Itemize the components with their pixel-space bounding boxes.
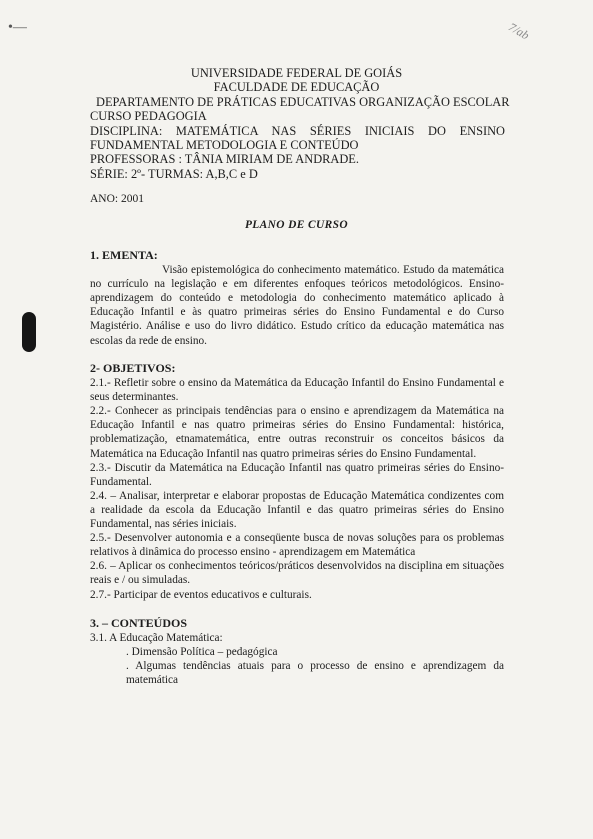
serie-turmas: SÉRIE: 2º- TURMAS: A,B,C e D [90,166,258,181]
document-header [0,66,593,181]
ementa-section [90,248,504,348]
page-title: PLANO DE CURSO [244,219,349,231]
course-name: CURSO PEDAGOGIA [90,109,207,124]
conteudo-item: . Dimensão Política – pedagógica [126,646,278,659]
discipline-line-1: DISCIPLINA: MATEMÁTICA NAS SÉRIES INICIAIS DO ENSINO [90,123,505,138]
professors: PROFESSORAS : TÂNIA MIRIAM DE ANDRADE. [90,152,359,167]
conteudos-section [90,616,504,687]
faculty-name: FACULDADE DE EDUCAÇÃO [213,80,380,95]
objetivo-item: 2.7.- Participar de eventos educativos e culturais. [90,588,312,601]
objetivos-heading: 2- OBJETIVOS: [90,361,176,375]
ementa-text: Visão epistemológica do conhecimento matemático. Estudo da matemática no currículo na legislação e em diferentes enfoques teóricos metodológicos. Ensino-aprendizagem do conteúdo e metodologia do conhecimento matemático aplicado à Educação Infantil e às quatro primeiras séries do Ensino Fundamental e do Curso Magistério. Análise e uso do livro didático. Estudo crítico da educação matemática nas escolas da rede de ensino. [90,264,504,347]
pen-mark-top-left: •— [8,20,27,35]
objetivo-item: 2.2.- Conhecer as principais tendências para o ensino e aprendizagem da Matemática na Educação Infantil e nas quatro primeiras séries do Ensino Fundamental: histórica, problematização, etnamatemática, entre outras reconstruir os conceitos básicos da Matemática na Educação Infantil nas quatro primeiras séries do Ensino Fundamental. [90,405,504,460]
ementa-heading: 1. EMENTA: [90,248,158,262]
objetivo-item: 2.1.- Refletir sobre o ensino da Matemática da Educação Infantil do Ensino Fundamental e seus determinantes. [90,377,504,404]
objetivo-item: 2.4. – Analisar, interpretar e elaborar propostas de Educação Matemática condizentes com a realidade da escola da Educação Infantil e das quatro primeiras séries do Ensino Fundamental, nas séries iniciais. [90,489,504,531]
conteudos-subheading: 3.1. A Educação Matemática: [90,632,223,645]
handwritten-note: 7/ab [506,19,532,43]
objetivo-item: 2.3.- Discutir da Matemática na Educação Infantil nas quatro primeiras séries do Ensino- Fundamental. [90,461,504,488]
punch-hole-mark [22,312,36,352]
university-name: UNIVERSIDADE FEDERAL DE GOIÁS [190,66,403,80]
objetivos-section [90,361,504,602]
objetivo-item: 2.5.- Desenvolver autonomia e a conseqüente busca de novas soluções para os problemas relativos à dinâmica do processo ensino - aprendizagem em Matemática [90,532,504,559]
conteudo-item: . Algumas tendências atuais para o processo de ensino e aprendizagem da matemática [126,660,504,687]
conteudos-heading: 3. – CONTEÚDOS [90,616,188,630]
department-name: DEPARTAMENTO DE PRÁTICAS EDUCATIVAS ORGANIZAÇÃO ESCOLAR [96,94,510,109]
objetivo-item: 2.6. – Aplicar os conhecimentos teóricos/práticos desenvolvidos na disciplina em situações reais e / ou simuladas. [90,560,504,587]
discipline-line-2: FUNDAMENTAL METODOLOGIA E CONTEÚDO [90,138,359,153]
year: ANO: 2001 [90,193,144,205]
